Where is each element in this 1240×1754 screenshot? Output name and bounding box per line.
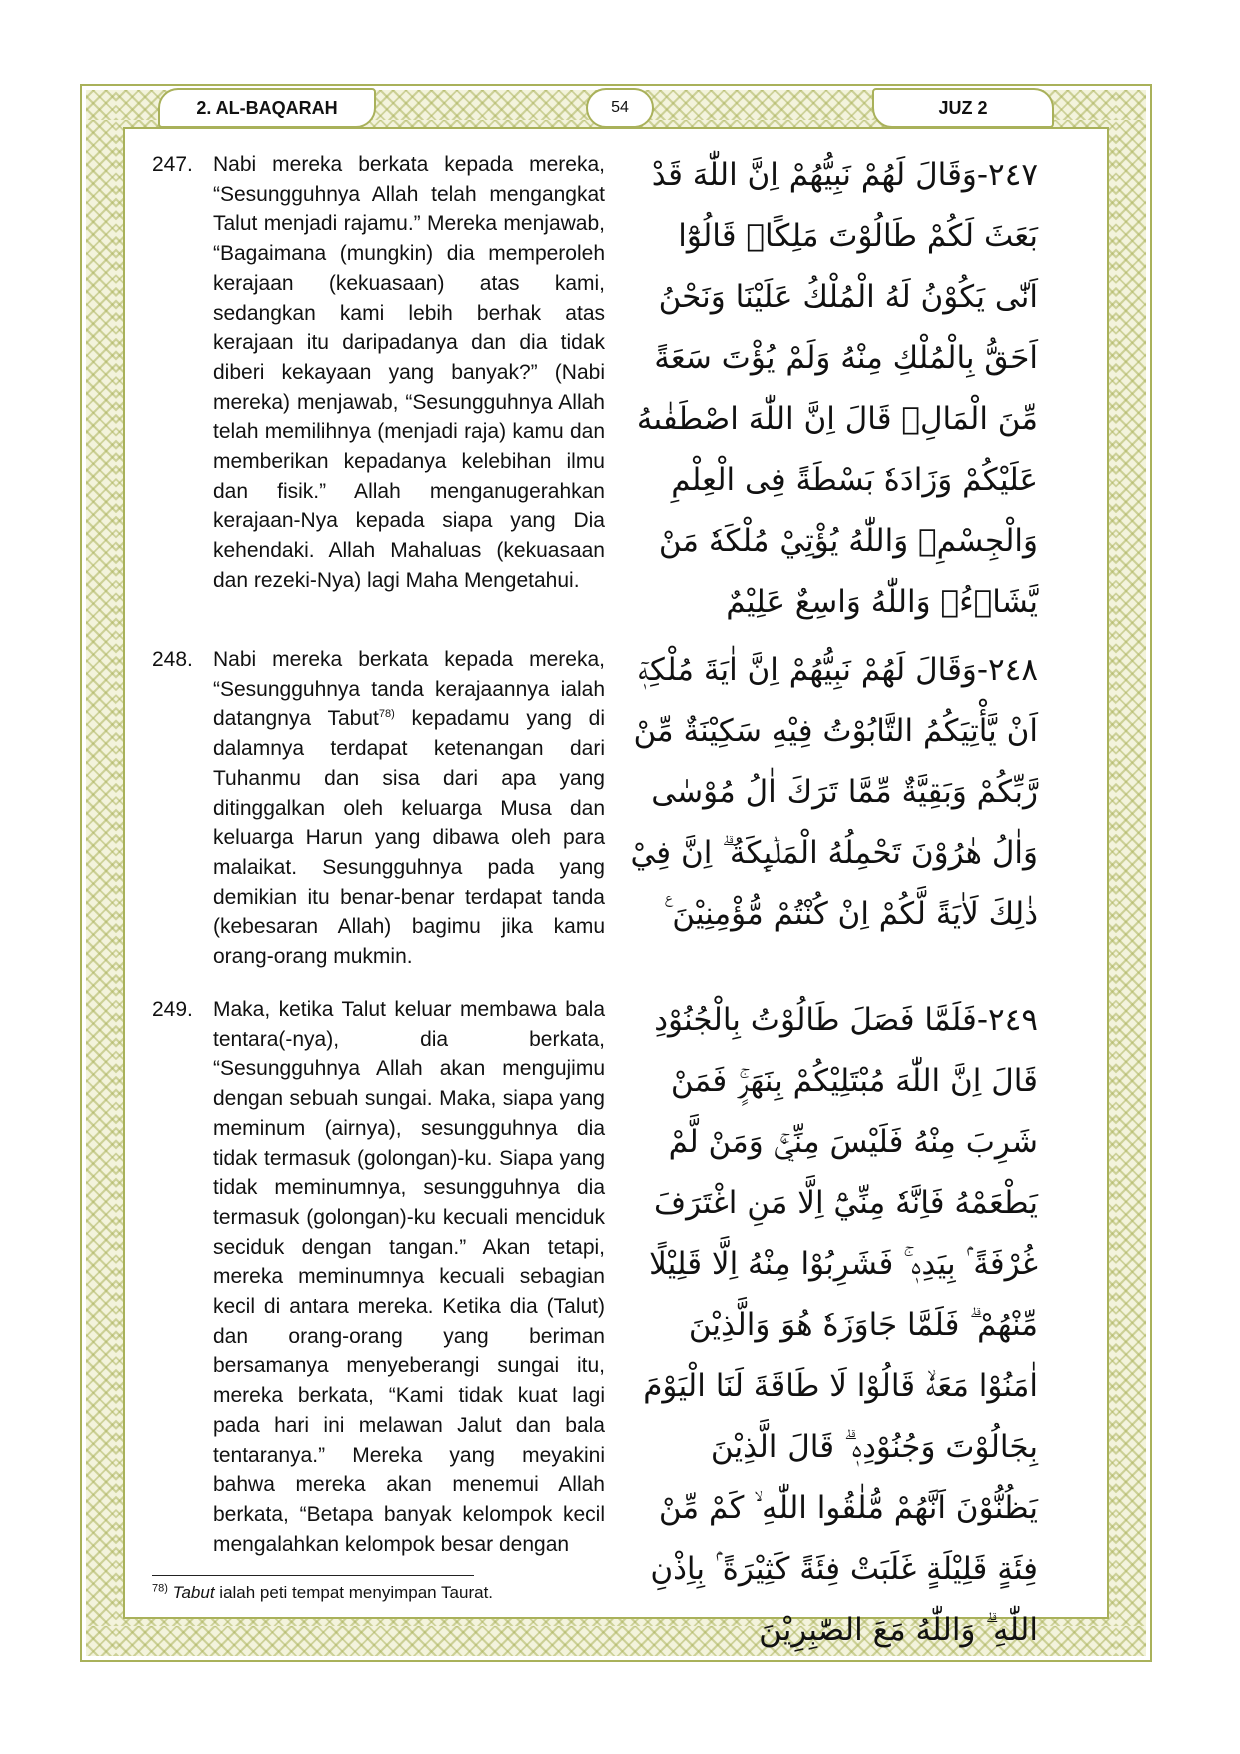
page-number: 54 bbox=[586, 88, 654, 128]
footnote-text: ialah peti tempat menyimpan Taurat. bbox=[214, 1583, 494, 1602]
verse-translation: Nabi mereka berkata kepada mereka, “Sesungguhnya Allah telah mengangkat Talut menjadi rajamu.” Mereka menjawab, “Bagaimana (mungkin) dia memperoleh kerajaan (kekuasaan) atas kami, sedangkan kami lebih berhak atas kerajaan itu daripadanya dan dia tidak diberi kekayaan yang banyak?” (Nabi mereka) menjawab, “Sesungguhnya Allah telah memilihnya (menjadi raja) kamu dan memberikan kepadanya kelebihan ilmu dan fisik.” Allah menganugerahkan kerajaan-Nya kepada siapa yang Dia kehendaki. Allah Mahaluas (kekuasaan dan rezeki-Nya) lagi Maha Mengetahui. bbox=[213, 153, 605, 592]
footnote-marker: 78) bbox=[152, 1582, 168, 1595]
verse-arabic: ٢٤٨-وَقَالَ لَهُمْ نَبِيُّهُمْ اِنَّ اٰيَةَ مُلْكِهٖٓ اَنْ يَّأْتِيَكُمُ التَّابُوْتُ فِيْهِ سَكِيْنَةٌ مِّنْ رَّبِّكُمْ وَبَقِيَّةٌ مِّمَّا تَرَكَ اٰلُ مُوْسٰى وَاٰلُ هٰرُوْنَ تَحْمِلُهُ الْمَلٰۤىِٕكَةُ ۗ اِنَّ فِيْ ذٰلِكَ لَاٰيَةً لَّكُمْ اِنْ كُنْتُمْ مُّؤْمِنِيْنَ ࣖ bbox=[630, 652, 1038, 932]
verse-arabic: ٢٤٧-وَقَالَ لَهُمْ نَبِيُّهُمْ اِنَّ اللّٰهَ قَدْ بَعَثَ لَكُمْ طَالُوْتَ مَلِكًاۗ قَالُوْٓا اَنّٰى يَكُوْنُ لَهُ الْمُلْكُ عَلَيْنَا وَنَحْنُ اَحَقُّ بِالْمُلْكِ مِنْهُ وَلَمْ يُؤْتَ سَعَةً مِّنَ الْمَالِۗ قَالَ اِنَّ اللّٰهَ اصْطَفٰىهُ عَلَيْكُمْ وَزَادَهٗ بَسْطَةً فِى الْعِلْمِ وَالْجِسْمِۗ وَاللّٰهُ يُؤْتِيْ مُلْكَهٗ مَنْ يَّشَاۤءُۗ وَاللّٰهُ وَاسِعٌ عَلِيْمٌ bbox=[636, 157, 1038, 620]
footnote-term: Tabut bbox=[172, 1583, 215, 1602]
translation-part: Nabi mereka berkata kepada mereka, “Sesungguhnya tanda kerajaannya ialah datangnya Tabut bbox=[213, 648, 605, 731]
verse-number: 247. bbox=[152, 153, 193, 176]
footnote-divider bbox=[152, 1575, 474, 1576]
juz-label: JUZ 2 bbox=[872, 88, 1054, 128]
verse-number: 248. bbox=[152, 648, 193, 671]
footnote-reference: 78) bbox=[378, 708, 395, 721]
verse-translation: Maka, ketika Talut keluar membawa bala tentara(-nya), dia berkata, “Sesungguhnya Allah akan mengujimu dengan sebuah sungai. Maka, siapa yang meminum (airnya), sesungguhnya dia tidak termasuk (golongan)-ku. Siapa yang tidak meminumnya, sesungguhnya dia termasuk (golongan)-ku kecuali menciduk seciduk dengan tangan.” Akan tetapi, mereka meminumnya kecuali sebagian kecil di antara mereka. Ketika dia (Talut) dan orang-orang yang beriman bersamanya menyeberangi sungai itu, mereka berkata, “Kami tidak kuat lagi pada hari ini melawan Jalut dan bala tentaranya.” Mereka yang meyakini bahwa mereka akan menemui Allah berkata, “Betapa banyak kelompok kecil mengalahkan kelompok besar dengan bbox=[213, 998, 605, 1556]
surah-title: 2. AL-BAQARAH bbox=[158, 88, 376, 128]
footnote bbox=[152, 1583, 493, 1603]
verse-arabic: ٢٤٩-فَلَمَّا فَصَلَ طَالُوْتُ بِالْجُنُوْدِ قَالَ اِنَّ اللّٰهَ مُبْتَلِيْكُمْ بِنَهَرٍۚ فَمَنْ شَرِبَ مِنْهُ فَلَيْسَ مِنِّيْۚ وَمَنْ لَّمْ يَطْعَمْهُ فَاِنَّهٗ مِنِّيْٓ اِلَّا مَنِ اغْتَرَفَ غُرْفَةً ۢ بِيَدِهٖ ۚ فَشَرِبُوْا مِنْهُ اِلَّا قَلِيْلًا مِّنْهُمْ ۗ فَلَمَّا جَاوَزَهٗ هُوَ وَالَّذِيْنَ اٰمَنُوْا مَعَهٗۙ قَالُوْا لَا طَاقَةَ لَنَا الْيَوْمَ بِجَالُوْتَ وَجُنُوْدِهٖ ۗ قَالَ الَّذِيْنَ يَظُنُّوْنَ اَنَّهُمْ مُّلٰقُوا اللّٰهِ ۙ كَمْ مِّنْ فِئَةٍ قَلِيْلَةٍ غَلَبَتْ فِئَةً كَثِيْرَةً ۢ بِاِذْنِ اللّٰهِ ۗ وَاللّٰهُ مَعَ الصّٰبِرِيْنَ bbox=[643, 1002, 1038, 1648]
verse-translation bbox=[213, 645, 605, 972]
verse-number: 249. bbox=[152, 998, 193, 1021]
translation-part: kepadamu yang di dalamnya terdapat ketenangan dari Tuhanmu dan sisa dari apa yang ditinggalkan oleh keluarga Musa dan keluarga Harun yang dibawa oleh para malaikat. Sesungguhnya pada yang demikian itu benar-benar terdapat tanda (kebesaran Allah) bagimu jika kamu orang-orang mukmin. bbox=[213, 707, 605, 969]
